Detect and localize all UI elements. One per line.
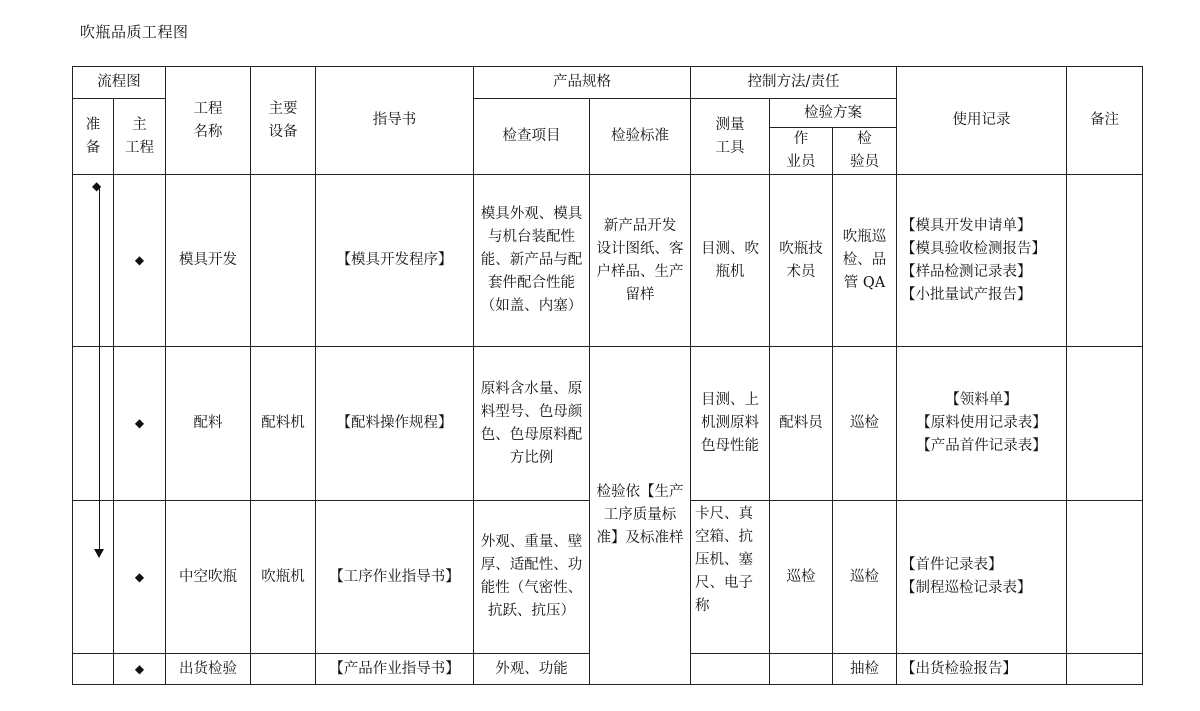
inspector: 抽检 [833, 654, 897, 685]
header-flowchart: 流程图 [73, 67, 166, 99]
header-product-spec: 产品规格 [474, 67, 691, 99]
operator: 吹瓶技 术员 [770, 175, 833, 347]
header-records: 使用记录 [897, 67, 1067, 175]
table-row [73, 175, 1143, 347]
process-name: 配料 [166, 347, 251, 501]
process-diamond-icon: ◆ [134, 416, 145, 430]
records: 【模具开发申请单】 【模具验收检测报告】 【样品检测记录表】 【小批量试产报告】 [897, 175, 1067, 347]
flow-prep-cell [73, 654, 114, 685]
flow-prep-cell [73, 501, 114, 654]
flow-main-cell [114, 654, 166, 685]
instruction: 【产品作业指导书】 [316, 654, 474, 685]
flow-main-cell [114, 175, 166, 347]
header-process-name: 工程 名称 [166, 67, 251, 175]
header-main-equipment: 主要 设备 [251, 67, 316, 175]
flow-arrow-line [99, 187, 100, 554]
records: 【领料单】 【原料使用记录表】 【产品首件记录表】 [897, 347, 1067, 501]
main-equipment [251, 654, 316, 685]
header-inspection-plan: 检验方案 [770, 99, 897, 128]
process-name: 中空吹瓶 [166, 501, 251, 654]
inspection-item: 模具外观、模具 与机台装配性 能、新产品与配 套件配合性能 （如盖、内塞） [474, 175, 590, 347]
main-equipment [251, 175, 316, 347]
records: 【首件记录表】 【制程巡检记录表】 [897, 501, 1067, 654]
instruction: 【工序作业指导书】 [316, 501, 474, 654]
arrow-down-icon [94, 549, 104, 558]
records: 【出货检验报告】 [897, 654, 1067, 685]
header-control-method: 控制方法/责任 [691, 67, 897, 99]
inspection-item: 外观、重量、壁 厚、适配性、功 能性（气密性、 抗跃、抗压） [474, 501, 590, 654]
header-remarks: 备注 [1067, 67, 1143, 175]
inspection-item: 外观、功能 [474, 654, 590, 685]
flow-main-cell [114, 347, 166, 501]
operator [770, 654, 833, 685]
instruction: 【配料操作规程】 [316, 347, 474, 501]
header-inspection-standard: 检验标准 [590, 99, 691, 175]
document-title: 吹瓶品质工程图 [80, 23, 189, 41]
operator: 配料员 [770, 347, 833, 501]
measuring-tool: 目测、上 机测原料 色母性能 [691, 347, 770, 501]
table-row [73, 347, 1143, 501]
process-diamond-icon: ◆ [134, 569, 145, 584]
remarks [1067, 175, 1143, 347]
header-inspection-item: 检查项目 [474, 99, 590, 175]
header-instruction: 指导书 [316, 67, 474, 175]
process-name: 出货检验 [166, 654, 251, 685]
flow-main-cell [114, 501, 166, 654]
inspector: 巡检 [833, 347, 897, 501]
remarks [1067, 347, 1143, 501]
header-main-process: 主 工程 [114, 99, 166, 175]
header-measuring-tool: 测量 工具 [691, 99, 770, 175]
measuring-tool [691, 654, 770, 685]
main-equipment: 吹瓶机 [251, 501, 316, 654]
inspection-item: 原料含水量、原 料型号、色母颜 色、色母原料配 方比例 [474, 347, 590, 501]
flow-start-diamond-icon: ◆ [92, 179, 102, 193]
process-diamond-icon: ◆ [134, 253, 145, 267]
main-equipment: 配料机 [251, 347, 316, 501]
header-inspector: 检 验员 [833, 128, 897, 175]
flow-prep-cell [73, 175, 114, 347]
quality-process-table [72, 66, 1143, 685]
process-name: 模具开发 [166, 175, 251, 347]
header-prep: 准 备 [73, 99, 114, 175]
operator: 巡检 [770, 501, 833, 654]
measuring-tool: 目测、吹 瓶机 [691, 175, 770, 347]
inspector: 吹瓶巡 检、品 管 QA [833, 175, 897, 347]
inspection-standard: 新产品开发 设计图纸、客 户样品、生产 留样 [590, 175, 691, 347]
inspector: 巡检 [833, 501, 897, 654]
flow-prep-cell [73, 347, 114, 501]
inspection-standard: 检验依【生产 工序质量标 准】及标准样 [590, 347, 691, 685]
remarks [1067, 501, 1143, 654]
header-operator: 作 业员 [770, 128, 833, 175]
process-diamond-icon: ◆ [134, 661, 145, 676]
instruction: 【模具开发程序】 [316, 175, 474, 347]
remarks [1067, 654, 1143, 685]
measuring-tool: 卡尺、真 空箱、抗 压机、塞 尺、电子 称 [691, 501, 770, 654]
